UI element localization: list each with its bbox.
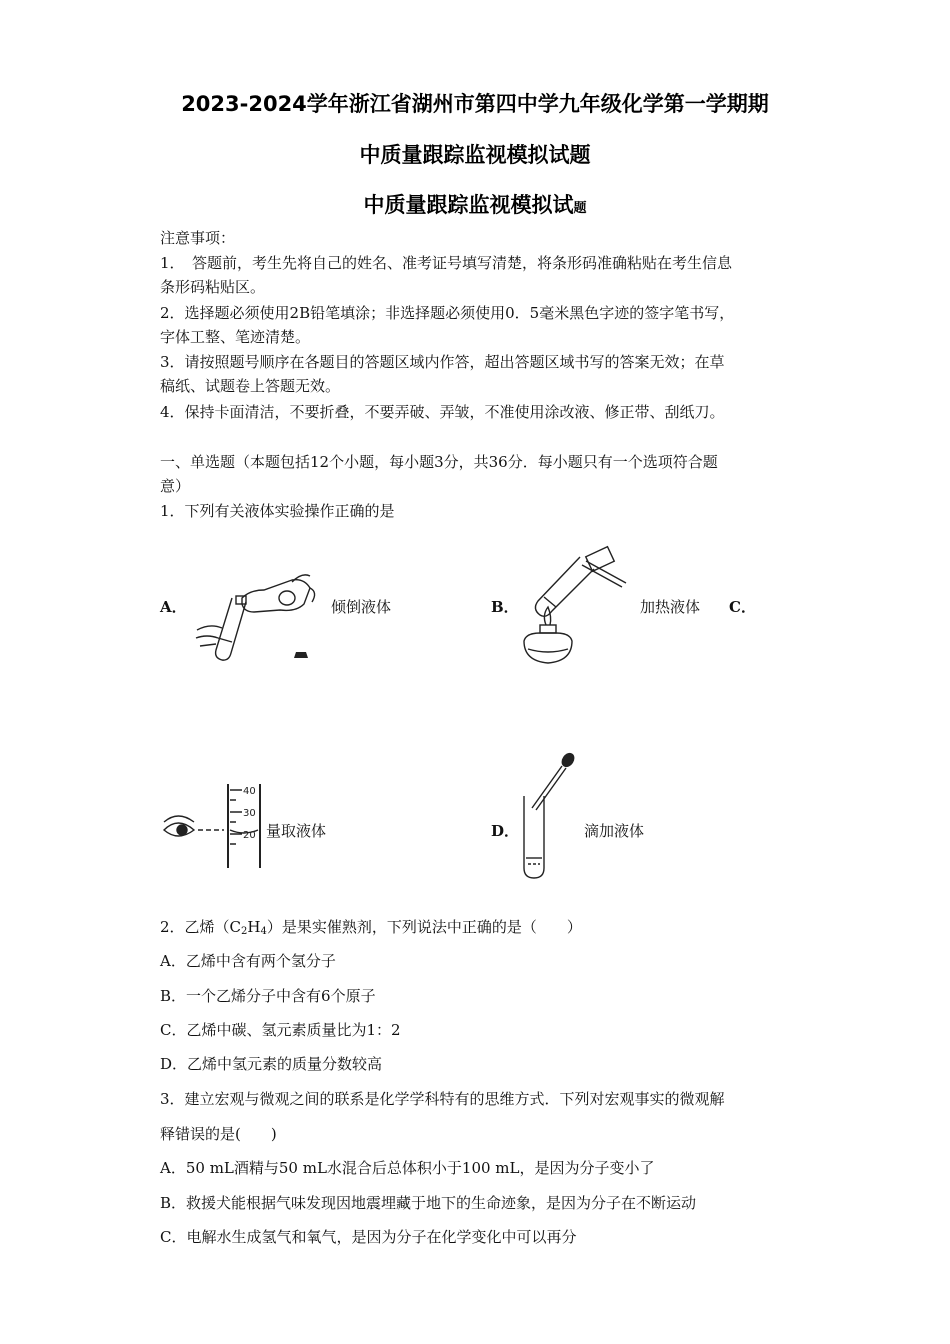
cylinder-tick-label: 20: [243, 830, 256, 841]
title-line-1: 2023-2024学年浙江省湖州市第四中学九年级化学第一学期期: [181, 92, 769, 116]
notice-heading: 注意事项：: [160, 229, 236, 247]
title-line-3-main: 中质量跟踪监视模拟试: [363, 193, 574, 217]
q1-option-a-label: A．: [160, 598, 187, 616]
q2-stem-post: ）是果实催熟剂，下列说法中正确的是（ ）: [266, 918, 582, 936]
q2-option-a: A．乙烯中含有两个氢分子: [160, 952, 336, 970]
q1-option-d-label: D．: [491, 822, 520, 840]
notice-line: 稿纸、试题卷上答题无效。: [160, 377, 341, 395]
q1-option-b-text: 加热液体: [640, 598, 701, 616]
notice-line: 字体工整、笔迹清楚。: [160, 328, 311, 346]
q3-option-a: A．50 mL酒精与50 mL水混合后总体积小于100 mL，是因为分子变小了: [160, 1159, 655, 1177]
q2-stem-mid: H: [247, 918, 261, 936]
q1-option-c-text: 量取液体: [266, 822, 327, 840]
dropping-liquid-illustration: [518, 750, 578, 882]
q2-option-b: B．一个乙烯分子中含有6个原子: [160, 987, 376, 1005]
notice-line: 1． 答题前，考生先将自己的姓名、准考证号填写清楚，将条形码准确粘贴在考生信息: [160, 254, 733, 272]
q1-option-c-label: C．: [729, 598, 756, 616]
q2-stem-pre: 2．乙烯（C: [160, 918, 242, 936]
q2-subscript: 2: [241, 926, 248, 937]
q3-option-c: C．电解水生成氢气和氧气，是因为分子在化学变化中可以再分: [160, 1228, 577, 1246]
notice-line: 3．请按照题号顺序在各题目的答题区域内作答，超出答题区域书写的答案无效；在草: [160, 353, 725, 371]
q1-stem: 1．下列有关液体实验操作正确的是: [160, 502, 395, 520]
notice-line: 条形码粘贴区。: [160, 278, 266, 296]
q3-stem: 3．建立宏观与微观之间的联系是化学学科特有的思维方式．下列对宏观事实的微观解: [160, 1090, 725, 1108]
title-line-3-tail: 题: [573, 201, 587, 216]
cylinder-tick-label: 30: [243, 808, 256, 819]
q3-option-b: B．救援犬能根据气味发现因地震埋藏于地下的生命迹象，是因为分子在不断运动: [160, 1194, 697, 1212]
q2-stem: [160, 917, 582, 942]
q1-option-d-text: 滴加液体: [584, 822, 645, 840]
q1-option-b-label: B．: [491, 598, 519, 616]
q3-stem-cont: 释错误的是( ): [160, 1125, 277, 1143]
notice-line: 4．保持卡面清洁，不要折叠，不要弄破、弄皱，不准使用涂改液、修正带、刮纸刀。: [160, 403, 725, 421]
section-heading-cont: 意）: [160, 477, 191, 495]
heating-liquid-illustration: [516, 545, 641, 670]
pouring-liquid-illustration: [192, 568, 332, 668]
section-heading: 一、单选题（本题包括12个小题，每小题3分，共36分．每小题只有一个选项符合题: [160, 453, 718, 471]
notice-line: 2．选择题必须使用2B铅笔填涂；非选择题必须使用0．5毫米黑色字迹的签字笔书写，: [160, 304, 735, 322]
title-line-2: 中质量跟踪监视模拟试题: [359, 143, 591, 167]
cylinder-tick-label: 40: [243, 786, 256, 797]
q2-subscript: 4: [260, 926, 267, 937]
graduated-cylinder-illustration: [160, 780, 270, 875]
q2-option-d: D．乙烯中氢元素的质量分数较高: [160, 1055, 383, 1073]
q2-option-c: C．乙烯中碳、氢元素质量比为1：2: [160, 1021, 401, 1039]
q1-option-a-text: 倾倒液体: [331, 598, 392, 616]
title-line-3: [0, 189, 950, 219]
